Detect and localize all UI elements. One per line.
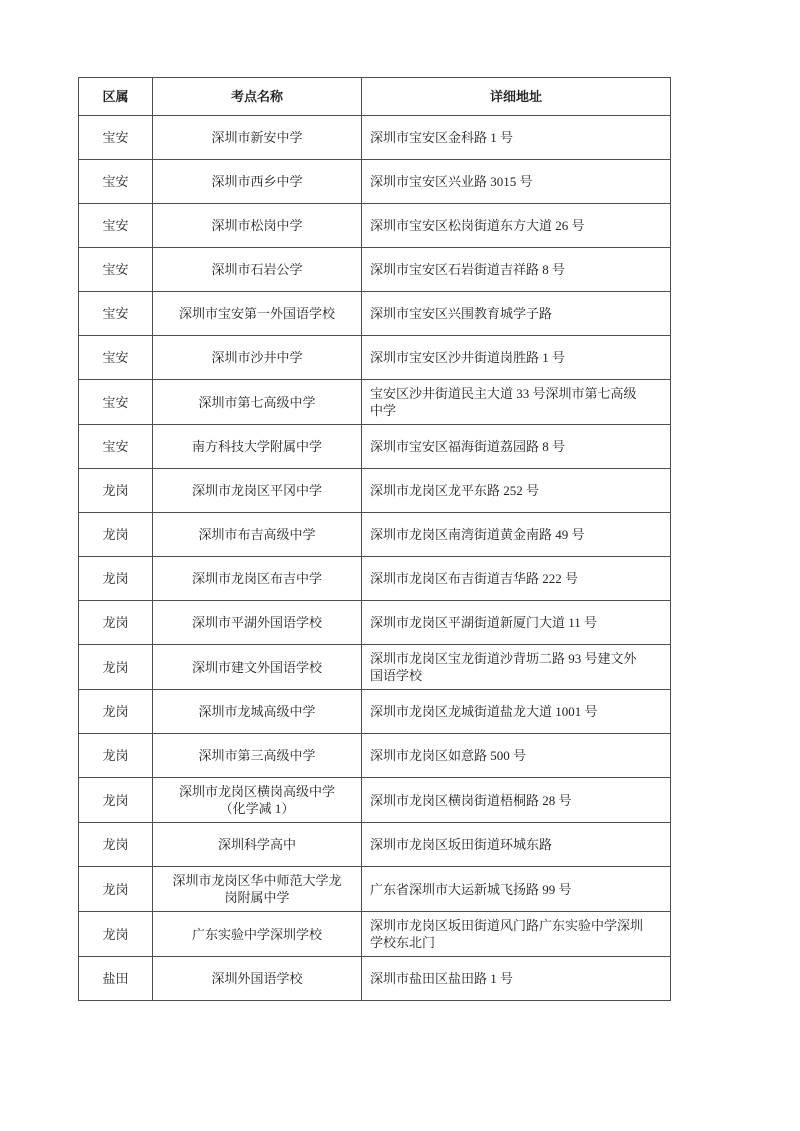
district-cell: 龙岗 xyxy=(79,469,153,513)
address-cell: 深圳市龙岗区龙平东路 252 号 xyxy=(362,469,671,513)
address-cell: 宝安区沙井街道民主大道 33 号深圳市第七高级中学 xyxy=(362,380,671,425)
district-cell: 宝安 xyxy=(79,336,153,380)
table-body xyxy=(79,116,671,1001)
site-name-cell: 深圳市新安中学 xyxy=(153,116,362,160)
address-cell: 深圳市龙岗区坂田街道环城东路 xyxy=(362,823,671,867)
table-row xyxy=(79,690,671,734)
district-cell: 宝安 xyxy=(79,380,153,425)
address-cell: 深圳市龙岗区如意路 500 号 xyxy=(362,734,671,778)
address-cell: 深圳市龙岗区横岗街道梧桐路 28 号 xyxy=(362,778,671,823)
table-row xyxy=(79,867,671,912)
district-cell: 龙岗 xyxy=(79,557,153,601)
table-row xyxy=(79,645,671,690)
site-name-cell: 深圳市平湖外国语学校 xyxy=(153,601,362,645)
address-cell: 深圳市宝安区沙井街道岗胜路 1 号 xyxy=(362,336,671,380)
table-row xyxy=(79,601,671,645)
address-cell: 深圳市龙岗区宝龙街道沙背坜二路 93 号建文外国语学校 xyxy=(362,645,671,690)
site-name-cell: 深圳市第三高级中学 xyxy=(153,734,362,778)
address-cell: 深圳市宝安区兴围教育城学子路 xyxy=(362,292,671,336)
address-cell: 深圳市龙岗区南湾街道黄金南路 49 号 xyxy=(362,513,671,557)
address-cell: 深圳市龙岗区龙城街道盐龙大道 1001 号 xyxy=(362,690,671,734)
table-row xyxy=(79,469,671,513)
site-name-cell: 南方科技大学附属中学 xyxy=(153,425,362,469)
address-cell: 深圳市宝安区金科路 1 号 xyxy=(362,116,671,160)
address-cell: 深圳市宝安区福海街道荔园路 8 号 xyxy=(362,425,671,469)
address-cell: 广东省深圳市大运新城飞扬路 99 号 xyxy=(362,867,671,912)
district-cell: 宝安 xyxy=(79,160,153,204)
table-row xyxy=(79,248,671,292)
site-name-cell: 深圳市布吉高级中学 xyxy=(153,513,362,557)
district-cell: 宝安 xyxy=(79,248,153,292)
site-name-cell: 深圳市龙岗区华中师范大学龙岗附属中学 xyxy=(153,867,362,912)
table-row xyxy=(79,160,671,204)
site-name-cell: 深圳外国语学校 xyxy=(153,957,362,1001)
address-cell: 深圳市宝安区兴业路 3015 号 xyxy=(362,160,671,204)
site-name-cell: 深圳市第七高级中学 xyxy=(153,380,362,425)
column-header-address: 详细地址 xyxy=(362,78,671,116)
site-name-cell: 深圳市宝安第一外国语学校 xyxy=(153,292,362,336)
district-cell: 龙岗 xyxy=(79,778,153,823)
header-row xyxy=(79,78,671,116)
site-name-cell: 深圳市石岩公学 xyxy=(153,248,362,292)
district-cell: 龙岗 xyxy=(79,823,153,867)
table-row xyxy=(79,513,671,557)
table-row xyxy=(79,734,671,778)
site-name-cell: 深圳市建文外国语学校 xyxy=(153,645,362,690)
address-cell: 深圳市龙岗区布吉街道吉华路 222 号 xyxy=(362,557,671,601)
district-cell: 龙岗 xyxy=(79,912,153,957)
site-name-cell: 广东实验中学深圳学校 xyxy=(153,912,362,957)
address-cell: 深圳市宝安区石岩街道吉祥路 8 号 xyxy=(362,248,671,292)
table-row xyxy=(79,204,671,248)
site-name-cell: 深圳科学高中 xyxy=(153,823,362,867)
district-cell: 宝安 xyxy=(79,204,153,248)
address-cell: 深圳市龙岗区坂田街道风门路广东实验中学深圳学校东北门 xyxy=(362,912,671,957)
table-row xyxy=(79,912,671,957)
district-cell: 盐田 xyxy=(79,957,153,1001)
district-cell: 宝安 xyxy=(79,292,153,336)
district-cell: 龙岗 xyxy=(79,513,153,557)
exam-sites-table xyxy=(78,77,671,1001)
table-row xyxy=(79,557,671,601)
address-cell: 深圳市龙岗区平湖街道新厦门大道 11 号 xyxy=(362,601,671,645)
address-cell: 深圳市盐田区盐田路 1 号 xyxy=(362,957,671,1001)
district-cell: 宝安 xyxy=(79,425,153,469)
table-row xyxy=(79,292,671,336)
district-cell: 龙岗 xyxy=(79,734,153,778)
table-row xyxy=(79,823,671,867)
table-row xyxy=(79,116,671,160)
district-cell: 宝安 xyxy=(79,116,153,160)
site-name-cell: 深圳市龙岗区平冈中学 xyxy=(153,469,362,513)
site-name-cell: 深圳市龙岗区横岗高级中学（化学减 1） xyxy=(153,778,362,823)
site-name-cell: 深圳市松岗中学 xyxy=(153,204,362,248)
site-name-cell: 深圳市龙城高级中学 xyxy=(153,690,362,734)
district-cell: 龙岗 xyxy=(79,645,153,690)
table-row xyxy=(79,425,671,469)
district-cell: 龙岗 xyxy=(79,867,153,912)
table-row xyxy=(79,380,671,425)
table-row xyxy=(79,778,671,823)
column-header-site-name: 考点名称 xyxy=(153,78,362,116)
site-name-cell: 深圳市沙井中学 xyxy=(153,336,362,380)
table-row xyxy=(79,336,671,380)
address-cell: 深圳市宝安区松岗街道东方大道 26 号 xyxy=(362,204,671,248)
column-header-district: 区属 xyxy=(79,78,153,116)
district-cell: 龙岗 xyxy=(79,690,153,734)
table-row xyxy=(79,957,671,1001)
district-cell: 龙岗 xyxy=(79,601,153,645)
site-name-cell: 深圳市龙岗区布吉中学 xyxy=(153,557,362,601)
site-name-cell: 深圳市西乡中学 xyxy=(153,160,362,204)
